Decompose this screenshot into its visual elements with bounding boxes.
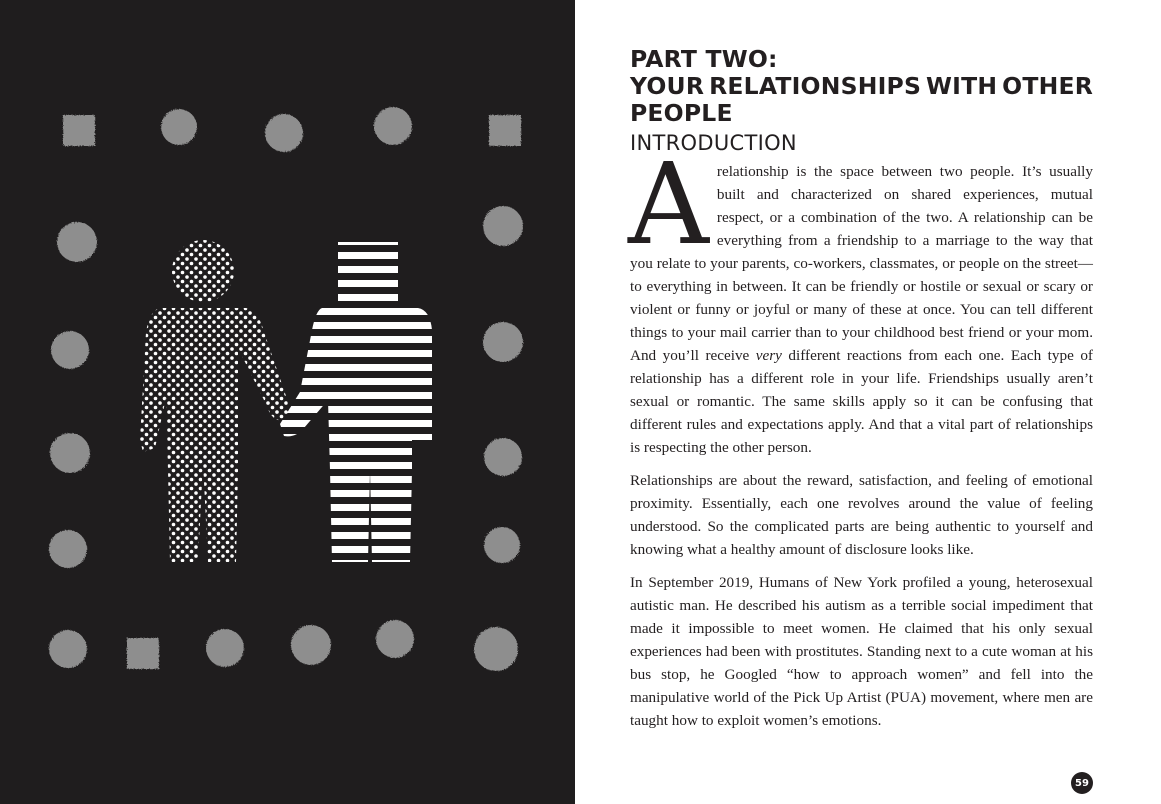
circle-stamp-icon (291, 625, 331, 665)
circle-stamp-icon (265, 114, 303, 152)
section-heading: INTRODUCTION (630, 131, 797, 155)
part-title-line-3: PEOPLE (630, 99, 733, 127)
part-title (630, 46, 1093, 127)
circle-stamp-icon (483, 322, 523, 362)
square-stamp-icon (489, 115, 521, 146)
drop-cap: A (628, 140, 709, 270)
circle-stamp-icon (49, 630, 87, 668)
page-number: 59 (1071, 772, 1093, 794)
paragraph-3: In September 2019, Humans of New York profiled a young, heterosexual autistic man. He described his autism as a terrible social impediment that made it impossible to meet women. He claimed that his only sexual experiences had been with prostitutes. Standing next to a cute woman at his bus stop, he Googled “how to approach women” and fell into the manipulative world of the Pick Up Artist (PUA) movement, where men are taught how to exploit women’s emotions. (630, 574, 1093, 729)
part-title-word: RELATIONSHIPS (709, 72, 922, 100)
illustration-page (0, 0, 575, 804)
part-title-word: YOUR (630, 72, 705, 100)
part-title-word: WITH (926, 72, 998, 100)
circle-stamp-icon (484, 527, 520, 563)
paragraph-2: Relationships are about the reward, satisfaction, and feeling of emotional proximity. Essentially, each one revolves around the value of feeling understood. So the complicated parts are being authentic to yourself and knowing what a healthy amount of disclosure looks like. (630, 472, 1093, 558)
circle-stamp-icon (161, 109, 197, 145)
part-title-line-2 (630, 73, 1093, 100)
text-column (630, 46, 1093, 732)
paragraph-1-tail: different reactions from each one. Each type of relationship has a different role in your life. Friendships usually aren’t sexual or romantic. The same skills apply so it can be confusing that different rules and expectations apply. And that a vital part of relationships is respecting the other person. (630, 347, 1093, 456)
circle-stamp-icon (57, 222, 97, 262)
circle-stamp-icon (49, 530, 87, 568)
circle-stamp-icon (376, 620, 414, 658)
circle-stamp-icon (483, 206, 523, 246)
circle-stamp-icon (474, 627, 518, 671)
square-stamp-icon (63, 115, 95, 146)
text-page (575, 0, 1161, 804)
circle-stamp-icon (484, 438, 522, 476)
paragraph-1-text: relationship is the space between two people. It’s usually built and characterized on shared experiences, mutual respect, or a combination of the two. A relationship can be everything from a friendship to a marriage to the way that you relate to your parents, co-workers, classmates, or people on the street—to everything in between. It can be friendly or hostile or sexual or scary or violent or funny or joyful or many of these at once. You can tell different things to your mail carrier than to your childhood best friend or your mom. And you’ll receive (630, 163, 1093, 364)
striped-figure-icon (280, 242, 432, 562)
circle-stamp-icon (206, 629, 244, 667)
illustration (0, 0, 575, 804)
stamp-border (49, 107, 523, 671)
part-title-word: OTHER (1002, 72, 1093, 100)
circle-stamp-icon (50, 433, 90, 473)
square-stamp-icon (127, 638, 159, 669)
dotted-figure-icon (140, 240, 288, 562)
circle-stamp-icon (374, 107, 412, 145)
emphasis-very: very (755, 347, 782, 364)
part-title-line-1: PART TWO: (630, 45, 778, 73)
circle-stamp-icon (51, 331, 89, 369)
